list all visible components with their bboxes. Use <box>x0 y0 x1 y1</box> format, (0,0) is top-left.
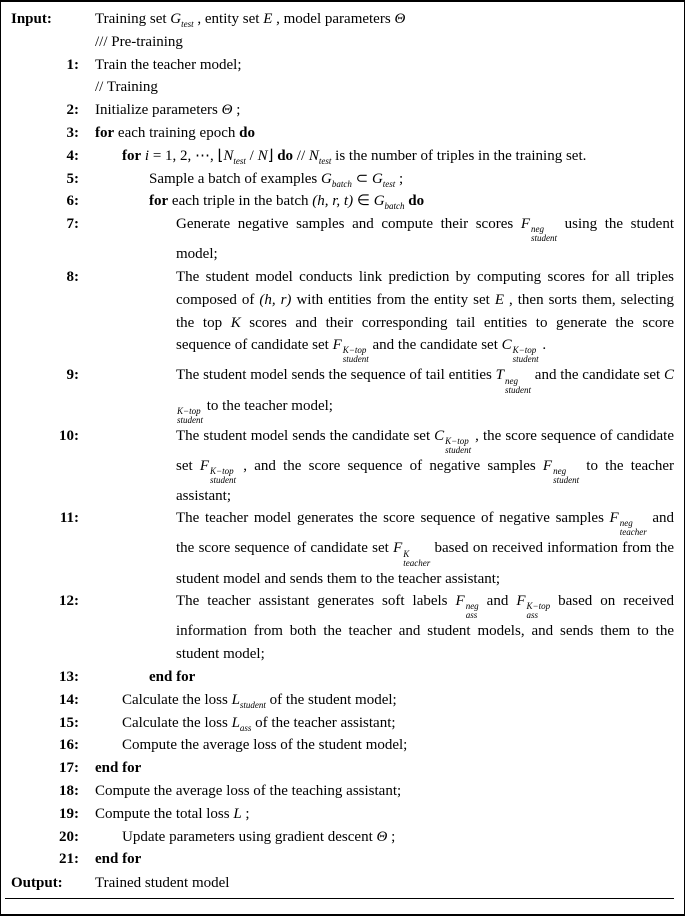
algo-line <box>5 712 674 735</box>
math-subscript: batch <box>331 178 352 189</box>
math-subscript: ass <box>239 722 252 733</box>
keyword: end for <box>95 851 142 868</box>
algo-line <box>5 54 674 77</box>
line-content: Calculate the loss $L_{student}$ of the student model; <box>122 691 397 710</box>
algo-line <box>5 122 674 145</box>
math-subscript: student <box>239 699 266 710</box>
line-content: Compute the average loss of the student model; <box>122 737 408 754</box>
algo-line <box>5 689 674 712</box>
math-symbol: L <box>231 714 240 731</box>
math-symbol: N <box>257 147 268 164</box>
line-content: The teacher model generates the score sequence of negative samples F neg teacher and the score sequence of candidate set F K teacher based on received information from the student model and sends them to the teacher assistant; <box>176 510 674 587</box>
math-symbol: (h, r, t) <box>312 193 354 210</box>
math-symbol: C <box>434 427 445 444</box>
line-content: The student model sends the candidate set C K−top student , the score sequence of candidate set F K−top student , and the score sequence of negative samples F neg student to the teacher assistant; <box>176 427 674 504</box>
keyword: end for <box>95 760 142 777</box>
algo-line <box>5 99 674 122</box>
math-symbol: G <box>371 170 383 187</box>
line-number: 4: <box>66 147 79 164</box>
line-number: 19: <box>59 805 79 822</box>
line-content: for i = 1, 2, ⋯, $⌊N_{test}$ / N⌋ do // $N_{test}$ is the number of triples in the training set. <box>122 147 587 166</box>
line-number: 11: <box>59 510 79 527</box>
line-number: 3: <box>66 124 79 141</box>
line-number: 20: <box>59 828 79 845</box>
math-symbol: G <box>321 170 332 187</box>
keyword: do <box>408 193 425 210</box>
math-symbol: N <box>223 147 234 164</box>
line-content: Initialize parameters Θ ; <box>95 102 241 119</box>
math-scripts: neg ass <box>465 601 479 621</box>
math-subscript: test <box>181 19 194 29</box>
line-number: 13: <box>59 668 79 685</box>
algo-line <box>5 364 674 424</box>
line-content: Sample a batch of examples $G_{batch}$ ⊂ $G_{test}$ ; <box>149 170 404 189</box>
line-content: Train the teacher model; <box>95 56 242 73</box>
math-subscript: test <box>382 178 396 189</box>
math-symbol: F <box>520 216 530 233</box>
line-content <box>81 666 674 689</box>
keyword: do <box>277 147 294 164</box>
line-content: The teacher assistant generates soft labels F neg ass and F K−top ass based on received information from both the teacher and student models, and sends them to the student model; <box>176 593 674 663</box>
line-number: 18: <box>59 782 79 799</box>
math-symbol: L <box>233 805 242 822</box>
algo-io-line <box>5 8 674 31</box>
math-symbol: C <box>663 367 674 384</box>
math-scripts: K−top student <box>445 435 472 455</box>
math-symbol: F <box>455 593 465 610</box>
algo-line <box>5 590 674 666</box>
line-number: 1: <box>66 56 79 73</box>
algo-line <box>5 145 674 168</box>
math-symbol: (h, r) <box>259 291 292 308</box>
line-number: 5: <box>66 170 79 187</box>
keyword: for <box>122 147 142 164</box>
math-symbol: Θ <box>376 828 388 845</box>
math-symbol: F <box>199 457 210 474</box>
line-content <box>81 757 674 780</box>
line-content: Trained student model <box>95 875 230 892</box>
line-number: 8: <box>66 269 79 286</box>
line-content <box>81 848 674 871</box>
algo-line <box>5 31 674 54</box>
algo-line <box>5 266 674 364</box>
math-symbol: N <box>308 147 319 164</box>
line-content: Generate negative samples and compute their scores F neg student using the student model; <box>176 216 674 263</box>
math-symbol: E <box>263 11 273 27</box>
math-symbol: L <box>231 691 240 708</box>
algo-line <box>5 826 674 849</box>
line-content: for each triple in the batch (h, r, t) ∈ $G_{batch}$ do <box>149 193 425 212</box>
math-symbol: C <box>501 337 512 354</box>
line-number: 9: <box>66 367 79 384</box>
line-content: // Training <box>95 79 158 96</box>
math-scripts: neg student <box>505 375 532 395</box>
math-symbol: F <box>393 540 403 557</box>
algo-line <box>5 780 674 803</box>
math-scripts: neg student <box>531 224 557 244</box>
math-symbol: i <box>144 147 150 164</box>
math-symbol: G <box>170 11 182 27</box>
line-number: 12: <box>59 593 79 610</box>
keyword: end for <box>149 668 196 685</box>
line-number: 7: <box>66 216 79 233</box>
math-scripts: K−top student <box>177 405 203 425</box>
line-number: 21: <box>59 851 79 868</box>
math-scripts: K−top student <box>512 345 539 365</box>
math-symbol: F <box>332 337 342 354</box>
algo-line <box>5 425 674 508</box>
algo-io-line <box>5 872 674 899</box>
algo-line <box>5 848 674 871</box>
line-content: Compute the total loss L ; <box>95 805 250 822</box>
math-scripts: neg student <box>553 465 580 485</box>
math-scripts: neg teacher <box>619 518 647 538</box>
math-symbol: Θ <box>394 11 406 27</box>
math-symbol: E <box>494 291 504 308</box>
algo-line <box>5 190 674 213</box>
math-scripts: K−top student <box>210 465 237 485</box>
algo-line <box>5 76 674 99</box>
line-content: Calculate the loss $L_{ass}$ of the teacher assistant; <box>122 714 396 733</box>
math-symbol: F <box>542 457 553 474</box>
line-number: 15: <box>59 714 79 731</box>
line-number: 16: <box>59 737 79 754</box>
io-label: Output: <box>11 875 63 892</box>
line-content: The student model sends the sequence of tail entities T neg student and the candidate set C K−top student to the teacher model; <box>176 367 674 425</box>
algo-line <box>5 213 674 266</box>
algo-line <box>5 734 674 757</box>
line-content: Update parameters using gradient descent Θ ; <box>122 828 396 845</box>
math-subscript: test <box>318 155 332 166</box>
math-symbol: T <box>495 367 505 384</box>
io-label: Input: <box>11 11 52 27</box>
line-number: 2: <box>66 102 79 119</box>
math-scripts: K teacher <box>403 548 431 568</box>
math-symbol: G <box>373 193 385 210</box>
line-number: 17: <box>59 760 79 777</box>
algo-line <box>5 168 674 191</box>
line-content: The student model conducts link prediction by computing scores for all triples composed of (h, r) with entities from the entity set E , then sorts them, selecting the top K scores and their corresponding tail entities to generate the score sequence of candidate set F K−top student and the candidate set C K−top student . <box>176 269 675 365</box>
line-content: for each training epoch do <box>95 124 255 141</box>
math-subscript: batch <box>384 201 405 212</box>
keyword: for <box>149 193 169 210</box>
math-scripts: K−top ass <box>526 601 551 621</box>
math-symbol: F <box>609 510 619 527</box>
math-scripts: K−top student <box>342 345 369 365</box>
keyword: do <box>239 124 255 141</box>
math-symbol: F <box>516 593 526 610</box>
algo-line <box>5 507 674 590</box>
algo-line <box>5 757 674 780</box>
line-number: 14: <box>59 691 79 708</box>
line-content: Training set $G_{test}$ , entity set E , model parameters Θ <box>95 11 406 29</box>
math-subscript: test <box>233 155 246 166</box>
line-number: 10: <box>59 427 79 444</box>
algo-line <box>5 803 674 826</box>
line-number: 6: <box>66 193 79 210</box>
line-content: Compute the average loss of the teaching assistant; <box>95 782 402 799</box>
keyword: for <box>95 124 115 141</box>
algo-line <box>5 666 674 689</box>
line-content: /// Pre-training <box>95 33 183 50</box>
math-symbol: Θ <box>221 102 233 119</box>
algorithm-body <box>5 8 674 899</box>
math-symbol: K <box>230 314 241 331</box>
